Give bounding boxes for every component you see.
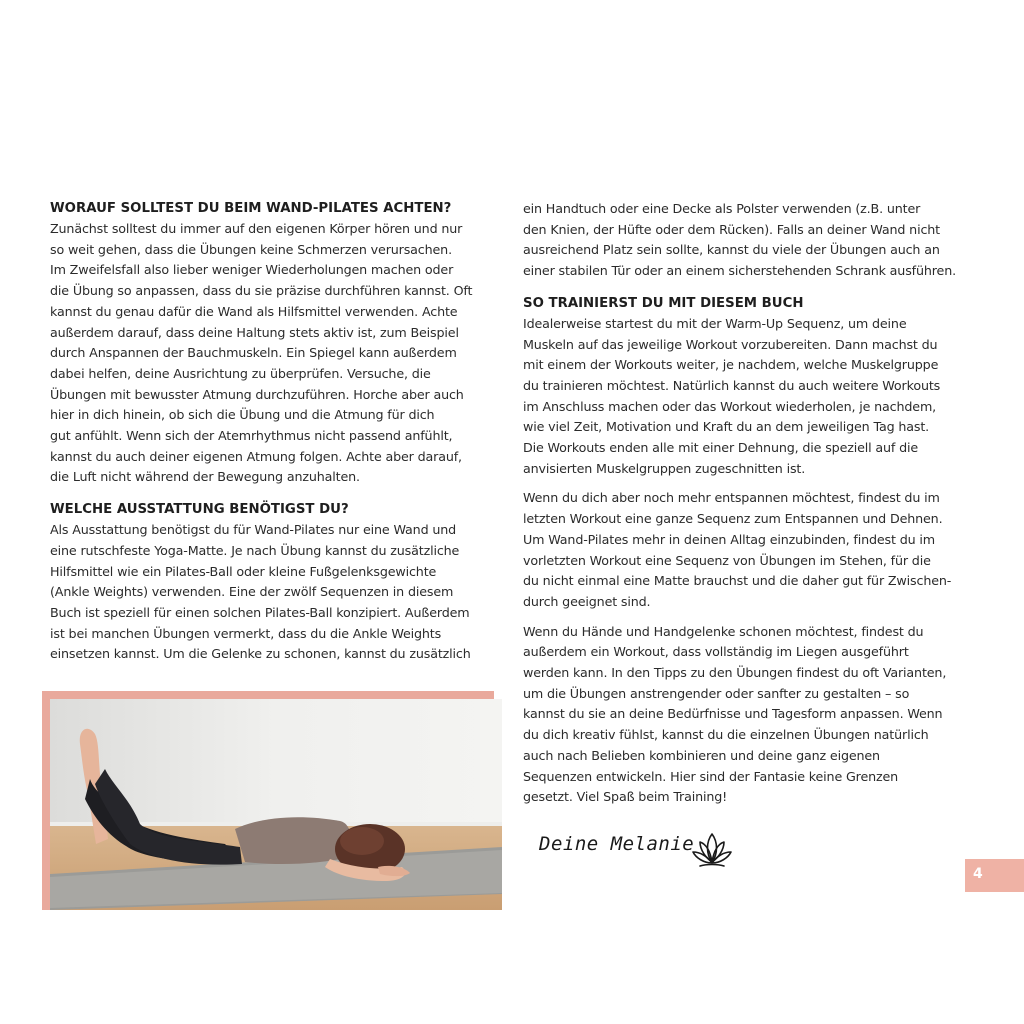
section-heading-how-to-train: SO TRAINIERST DU MIT DIESEM BUCH <box>523 295 804 311</box>
paragraph-relax-workouts: Wenn du dich aber noch mehr entspannen möchtest, findest du im letzten Workout eine ganze Sequenz zum Entspannen und Dehnen. Um Wand-Pilates mehr in deinen Alltag einzubinden, findest du im vorletzten Workout eine Sequenz von Übungen im Stehen, für die du nicht einmal eine Matte brauchst und die daher gut für Zwischen- durch geeignet sind. <box>523 490 952 609</box>
woman-prone-legs-on-wall-illustration <box>50 699 502 910</box>
section-body-wall-pilates-tips: Zunächst solltest du immer auf den eigenen Körper hören und nur so weit gehen, dass die Übungen keine Schmerzen verursachen. Im Zweifelsfall also lieber weniger Wiederholungen machen oder die Übung so anpassen, dass du sie präzise durchführen kannst. Oft kannst du genau dafür die Wand als Hilfsmittel verwenden. Achte außerdem darauf, dass deine Haltung stets aktiv ist, zum Beispiel durch Anspannen der Bauchmuskeln. Ein Spiegel kann außerdem dabei helfen, deine Ausrichtung zu überprüfen. Versuche, die Übungen mit bewusster Atmung durchzuführen. Horche aber auch hier in dich hinein, ob sich die Übung und die Atmung für dich gut anfühlt. Wenn sich der Atemrhythmus nicht passend anfühlt, kannst du auch deiner eigenen Atmung folgen. Achte aber darauf, die Luft nicht während der Bewegung anzuhalten. <box>50 221 473 485</box>
section-body-how-to-train: Idealerweise startest du mit der Warm-Up Sequenz, um deine Muskeln auf das jeweilige Workout vorzubereiten. Dann machst du mit einem der Workouts weiter, je nachdem, welche Muskelgruppe du trainieren möchtest. Natürlich kannst du auch weitere Workouts im Anschluss machen oder das Workout wiederholen, je nachdem, wie viel Zeit, Motivation und Kraft du an dem jeweiligen Tag hast. Die Workouts enden alle mit einer Dehnung, die speziell auf die anvisierten Muskelgruppen zugeschnitten ist. <box>523 315 941 476</box>
section-body-equipment: Als Ausstattung benötigst du für Wand-Pilates nur eine Wand und eine rutschfeste Yoga-Matte. Je nach Übung kannst du zusätzliche Hilfsmittel wie ein Pilates-Ball oder kleine Fußgelenksgewichte (Ankle Weights) verwenden. Eine der zwölf Sequenzen in diesem Buch ist speziell für einen solchen Pilates-Ball konzipiert. Außerdem ist bei manchen Übungen vermerkt, dass du die Ankle Weights einsetzen kannst. Um die Gelenke zu schonen, kannst du zusätzlich <box>50 522 471 662</box>
section-heading-wall-pilates-tips: WORAUF SOLLTEST DU BEIM WAND-PILATES ACHTEN? <box>50 201 452 216</box>
lotus-icon <box>690 828 734 872</box>
equipment-continuation: ein Handtuch oder eine Decke als Polster verwenden (z.B. unter den Knien, der Hüfte oder dem Rücken). Falls an deiner Wand nicht ausreichend Platz sein sollte, kannst du viele der Übungen auch an einer stabilen Tür oder an einem sicherstehenden Schrank ausführen. <box>523 201 956 279</box>
exercise-photo <box>50 699 502 910</box>
paragraph-wrist-friendly-workouts: Wenn du Hände und Handgelenke schonen möchtest, findest du außerdem ein Workout, dass vollständig im Liegen ausgeführt werden kann. In den Tipps zu den Übungen findest du oft Varianten, um die Übungen anstrengender oder sanfter zu gestalten – so kannst du sie an deine Bedürfnisse und Tagesform anpassen. Wenn du dich kreativ fühlst, kannst du die einzelnen Übungen natürlich auch nach Belieben kombinieren und deine ganz eigenen Sequenzen entwickeln. Hier sind der Fantasie keine Grenzen gesetzt. Viel Spaß beim Training! <box>523 623 947 805</box>
signature: Deine Melanie <box>539 833 695 855</box>
page-number-tab <box>965 859 1024 892</box>
right-column <box>523 199 978 808</box>
page-number: 4 <box>973 866 983 882</box>
left-column <box>50 199 500 665</box>
section-heading-equipment: WELCHE AUSSTATTUNG BENÖTIGST DU? <box>50 502 349 518</box>
